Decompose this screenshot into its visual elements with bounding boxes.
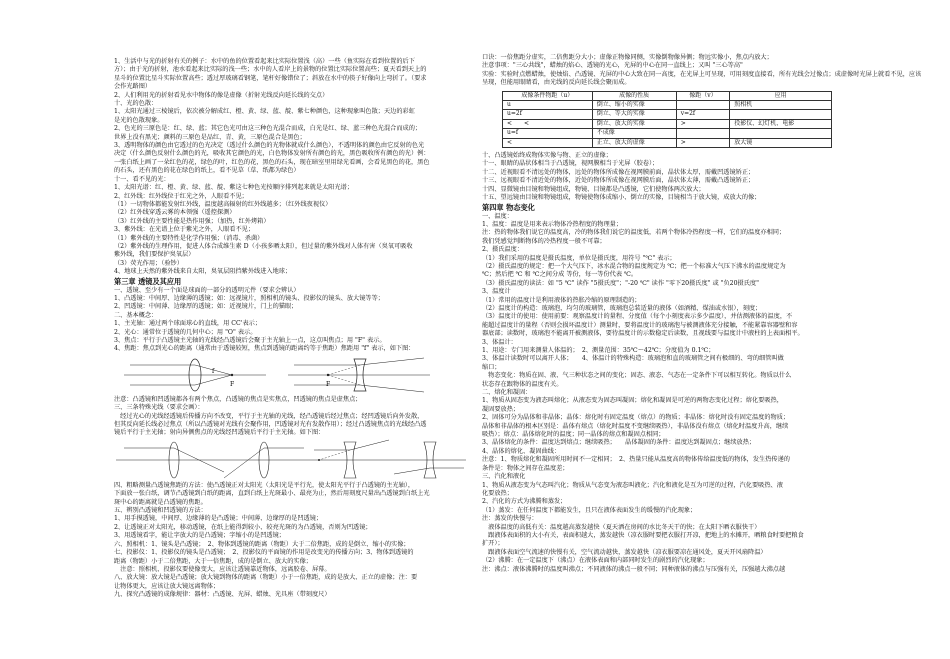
left-text-block-a <box>114 58 474 354</box>
text-line: 2、色光的三原色是：红、绿、蓝；其它色光可由这三种色光混合而成，白光是红、绿、蓝三种色光混合而成的； <box>114 125 422 133</box>
table-cell: 放大镜 <box>730 138 832 147</box>
text-line: 十、光的色散： <box>114 100 158 108</box>
text-line: （1）常用的温度计是利用液体的热胀冷缩的原理制造的； <box>482 296 641 304</box>
table-cell: < < <box>503 119 593 128</box>
text-line: 二、熔化和凝固： <box>482 389 532 397</box>
text-line: （2）摄氏温度的规定：把一个大气压下，冰水混合物的温度规定为 ℃；把一个标准大气压下沸水的温度规定为 <box>482 262 786 270</box>
text-line: 四、粗略测量凸透镜焦距的方法：使凸透镜正对太阳光（太阳光是平行光，使太阳光平行于凸透镜的主光轴）， <box>114 481 415 489</box>
text-line: 3、用透镜看字，能让字放大的是凸透镜；字缩小的是凹透镜； <box>114 532 285 540</box>
text-line: 八、放大镜：放大镜是凸透镜；放大镜到物体的距离（物距）小于一倍焦距，成的是放大、正立的虚像；注：要 <box>114 574 418 582</box>
table-cell: u=f <box>503 129 593 138</box>
table-cell <box>730 110 832 119</box>
text-line: 1、用手摸透镜，中间厚、边缘薄的是凸透镜；中间薄、边缘厚的是凹透镜； <box>114 515 323 523</box>
text-line: ℃；然后把 ℃ 和 ℃之间分成 等份，每一等份代表 ℃。 <box>482 271 638 279</box>
focal-length-label: f <box>212 367 215 375</box>
table-header-row <box>503 91 832 100</box>
table-cell: 正立、放大的虚像 <box>592 138 676 147</box>
text-line: 2、光心：通常位于透镜的几何中心；用 "O" 表示。 <box>114 328 257 336</box>
text-line: （1）蒸发：在任何温度下都能发生，且只在液体表面发生的缓慢的汽化现象； <box>482 506 697 514</box>
table-cell: 不成像 <box>592 129 676 138</box>
table-cell: > <box>676 138 730 147</box>
text-line: 七、投影仪：1、投影仪的镜头是凸透镜； 2、投影仪的平面镜的作用是改变光的传播方向；3、物体到透镜的 <box>114 549 414 557</box>
table-cell <box>676 129 730 138</box>
text-line: （2）紫外线的生理作用，促进人体合成维生素 D（小孩多晒太阳），但过量的紫外线对人体有害（臭氧可吸收 <box>114 242 413 250</box>
text-line: 1、太阳光谱：红、橙、黄、绿、蓝、靛、紫这七种色光按顺序排列起来就是太阳光谱； <box>114 184 354 192</box>
text-line: 世界上没有黑光；颜料的三原色是品红、青、黄，三原色混合是黑色； <box>114 133 306 141</box>
text-line: 1、主光轴：通过两个球面球心的直线，用 CC'表示； <box>114 320 262 328</box>
table-cell: > <box>676 119 730 128</box>
text-line: 1、物质从固态变为液态叫熔化；从液态变为固态叫凝固；熔化和凝固是可逆的两物态变化过程；熔化要吸热， <box>482 397 783 405</box>
right-text-block-c <box>482 203 842 574</box>
text-line: 是光的色散现象。 <box>114 116 164 124</box>
text-line: 注：热的物体我们说它的温度高，冷的物体我们说它的温度低，若两个物体冷热程度一样，它们的温度亦相同； <box>482 229 786 237</box>
text-line: 注意事项："三心共线"，蜡烛的焰心、透镜的光心，光屏的中心在同一直线上；又叫 "三心等高" <box>482 62 743 70</box>
text-line: 缩口； <box>482 363 501 371</box>
text-line: 2、凹透镜：中间薄、边缘厚的透镜；如：近视镜片，门上的猫眼； <box>114 303 298 311</box>
text-line: 紫外线，我们要保护臭氧层） <box>114 251 195 259</box>
text-line: 3、透明物体的颜色由它透过的色光决定（透过什么颜色的光物体就成什么颜色），不透明体的颜色由它反射的色光 <box>114 142 425 150</box>
table-row <box>503 119 832 128</box>
text-line: （3）红外线的主要性能是热作用强；（加热，红外烤箱） <box>114 217 270 225</box>
chapter-title: 第四章 物态变化 <box>482 202 535 212</box>
text-line: （2）沸腾：在一定温度下（沸点）在液体表面和内部同时发生的剧烈的汽化现象； <box>482 557 709 565</box>
text-line: 距离（物距）小于二倍焦距，大于一倍焦距，成的是倒立、放大的实像； <box>114 557 312 565</box>
text-line: 2、固体可分为晶体和非晶体；晶体：熔化时有固定温度（熔点）的物质；非晶体：熔化时没有固定温度的物质； <box>482 414 790 422</box>
table-row <box>503 129 832 138</box>
right-column <box>482 54 922 574</box>
table-cell: u <box>503 101 593 110</box>
text-line: 九、探究凸透镜的成像规律：器材：凸透镜、光屏、蜡烛、光具座（带刻度尺） <box>114 591 331 599</box>
text-line: 吸热）；熔点：晶体熔化时的温度；同一晶体的熔点和凝固点相同； <box>482 431 665 439</box>
text-line: 十五、望远镜由目镜和物镜组成，物镜使物体成缩小、倒立的实像，目镜相当于放大镜，成放大的像； <box>482 194 761 202</box>
text-line: 2、让透镜正对太阳光，移动透镜，在纸上能得到较小、较亮光斑的为凸透镜，否则为凹透镜； <box>114 523 372 531</box>
text-line: 1、物质从液态变为气态叫汽化；物质从气态变为液态叫液化；汽化和液化是互为可逆的过程，汽化要吸热、液 <box>482 481 783 489</box>
text-line: 我们凭感觉判断物体的冷热程度一般不可靠； <box>482 237 606 245</box>
text-line: 4、地球上天然的紫外线来自太阳，臭氧层阻挡紫外线进入地球； <box>114 268 292 276</box>
text-line: 星斗的位置比星斗实际位置高些；透过厚玻璃看钢笔，笔杆好像错位了；斜放在水中的筷子好像向上弯折了。（要求 <box>114 74 427 82</box>
table-cell: 倒立、放大的实像 <box>592 119 676 128</box>
text-line: 下面放一张白纸，调节凸透镜到白纸的距离，直到白纸上光斑最小、最亮为止，然后用刻度尺量出凸透镜到白纸上光 <box>114 490 430 498</box>
special-rays-diagram <box>114 438 469 482</box>
table-cell: v=2f <box>676 110 730 119</box>
text-line: （2）红外线穿透云雾的本领强（遥控探测） <box>114 209 236 217</box>
text-line: 六、照相机：1、镜头是凸透镜； 2、物体到透镜的距离（物距）大于二倍焦距，成的是倒立、缩小的实像； <box>114 540 410 548</box>
text-line: 注：沸点：液体沸腾时的温度叫沸点；不同液体的沸点一般不同；同种液体的沸点与压强有关，压强越大沸点越 <box>482 565 786 573</box>
text-line: 晶体和非晶体的根本区别是：晶体有熔点（熔化时温度不变继续吸热），非晶体没有熔点（熔化时温度升高，继续 <box>482 422 789 430</box>
table-cell: < <box>503 138 593 147</box>
text-line: 五、辨别凸透镜和凹透镜的方法： <box>114 507 207 515</box>
text-line: 器底部；读数时，玻璃泡不能离开被测液体，要待温度计的示数稳定后读数，且视线要与温度计中液柱的上表面相平。 <box>482 330 804 338</box>
text-line: 三、三条特殊光线（要求会画）： <box>114 404 204 412</box>
table-row <box>503 101 832 110</box>
text-line: 3、紫外线：在光谱上位于紫光之外，人眼看不见； <box>114 226 255 234</box>
text-line: 十二、近视眼看不清远处的物体，远处的物体所成像在视网膜前面，晶状体太厚，需戴凹透镜矫正； <box>482 168 755 176</box>
text-line: 2、红外线：红外线位于红光之外，人眼看不见； <box>114 192 248 200</box>
text-line: 二、基本概念： <box>114 311 158 319</box>
text-line: 三、汽化和液化 <box>482 473 526 481</box>
text-line: 会作光路图） <box>114 83 152 91</box>
table-cell: 投影仪、幻灯机、电影 <box>730 119 832 128</box>
text-line: 方）；由于光的折射，池水看起来比实际的浅一些；水中的人看岸上的景物的位置比实际位置高些；夏天看到天上的 <box>114 66 427 74</box>
table-header: 像距（v） <box>676 91 730 100</box>
left-text-block-d <box>114 482 474 600</box>
text-line: 3、体温计读数时可以离开人体； 4、体温计的特殊构造：玻璃泡和直的玻璃管之间有极细的、弯的细管叫做 <box>482 355 784 363</box>
text-line: 一、透镜、至少有一个面是球面的一部分的透明元件（要求会辨认） <box>114 286 300 294</box>
chapter-title: 第三章 透镜及其应用 <box>114 276 182 286</box>
table-row <box>503 138 832 147</box>
text-line: 2、人们利用光的折射看见水中物体的像是虚像（折射光线反向延长线的交点） <box>114 91 329 99</box>
text-line: 化要放热； <box>482 489 513 497</box>
text-line: （1）一切物体都能发射红外线，温度越高辐射的红外线越多；（红外线夜视仪） <box>114 200 332 208</box>
text-line: （1）紫外线的主要特性是化学作用强；（消毒、杀菌） <box>114 234 264 242</box>
lens-imaging-table <box>502 91 832 148</box>
text-line: 但其反向延长线必过焦点（所以凸透镜对光线有会聚作用，凹透镜对光有发散作用）；经过凸透镜焦点的光线经凸透 <box>114 421 427 429</box>
text-line: 注意：1、物质熔化和凝固所用时间不一定相同； 2、热量只能从温度高的物体传给温度低的物体，发生热传递的 <box>482 456 790 464</box>
table-cell: 照相机 <box>730 101 832 110</box>
convex-lens-diagram <box>120 356 270 394</box>
table-header: 成像条件物距（u） <box>503 91 593 100</box>
table-cell: u=2f <box>503 110 593 119</box>
text-line: 2、汽化的方式为沸腾和蒸发； <box>482 498 567 506</box>
text-line: 1、太阳光通过三棱镜后，依次被分解成红、橙、黄、绿、蓝、靛、紫七种颜色，这种现象叫色散；天边的彩虹 <box>114 108 415 116</box>
text-line: 能超过温度计的量程（否则会损坏温度计）测量时，要将温度计的玻璃泡与被测液体充分接触，不能紧靠容器壁和容 <box>482 321 798 329</box>
text-line: 十三、远视眼看不清近处的物体，近处的物体所成像在视网膜后面，晶状体太薄，需戴凸透镜矫正； <box>482 177 755 185</box>
right-text-block-a <box>482 54 922 88</box>
text-line: 跟液体表面积的大小有关，表面积越大，蒸发越快（凉衣服时要把衣服打开凉，把地上的水摊开，晒粮食时要把粮食 <box>482 531 804 539</box>
table-cell: 倒立、缩小的实像 <box>592 101 676 110</box>
text-line: 1、温度：温度是用来表示物体冷热程度的物理量； <box>482 220 623 228</box>
text-line: 物态变化：物质在固、液、气三种状态之间的变化；固态、液态、气态在一定条件下可以相互转化。物质以什么 <box>482 372 792 380</box>
text-line: 凝固要放热； <box>482 405 520 413</box>
text-line: （3）荧光作用；（验钞） <box>114 259 183 267</box>
text-line: 跟液体表面空气流速的快慢有关，空气流动越快，蒸发越快（凉衣服要凉在通风处，夏天开风扇降温） <box>482 548 767 556</box>
text-line: 的石头，还有黑色的花在绿色的纸上，看不见草（草、纸都为绿色） <box>114 167 300 175</box>
table-cell: 倒立、等大的实像 <box>592 110 676 119</box>
text-line: 3、温度计 <box>482 288 511 296</box>
concave-lens-diagram <box>284 356 434 394</box>
text-line: 十一、看不见的光： <box>114 175 170 183</box>
text-line: 斑中心的距离就是凸透镜的焦距。 <box>114 498 207 506</box>
text-line: 3、晶体熔化的条件：温度达到熔点；继续吸热； 晶体凝固的条件：温度达到凝固点；继续放热； <box>482 439 756 447</box>
table-header: 应用 <box>730 91 832 100</box>
text-line: （3）温度计的使用：使用前要：观察温度计的量程、分度值（每个小刻度表示多少温度），并估测液体的温度，不 <box>482 313 793 321</box>
table-cell <box>730 129 832 138</box>
text-line: 1、凸透镜：中间厚、边缘薄的透镜；如：远视镜片，照相机的镜头、投影仪的镜头、放大镜等等； <box>114 294 384 302</box>
text-line: （3）摄氏温度的读法：如 "5 ℃" 读作 "5摄氏度"；"-20 ℃" 读作 "零下20摄氏度" 或 "负20摄氏度" <box>482 279 759 287</box>
text-line: （2）温度计的构造：玻璃泡，均匀的玻璃管，玻璃泡总装适量的液体（如酒精、煤油或水银），刻度； <box>482 304 762 312</box>
text-line: 经过光心的光线经透镜后传播方向不改变，平行于主光轴的光线，经凸透镜后经过焦点；经凹透镜后向外发散， <box>114 412 424 420</box>
text-line: 3、体温计： <box>482 338 517 346</box>
text-line: 4、晶体的熔化、凝固曲线： <box>482 447 561 455</box>
text-line: 决定（什么颜色反射什么颜色的光，吸收其它颜色的光，白色物体发射所有颜色的光，黑色吸收所有颜色的光）例： <box>114 150 430 158</box>
focal-length-figures <box>120 356 474 394</box>
text-line: 十四、显微镜由目镜和物镜组成，物镜、目镜都是凸透镜，它们使物体两次放大； <box>482 185 705 193</box>
table-header: 成像的性质 <box>592 91 676 100</box>
text-line: 1、用途：专门用来测量人体温的； 2、测量范围：35℃～42℃；分度值为 0.1℃； <box>482 347 715 354</box>
text-line: 实验：实验时点燃蜡烛，使烛焰、凸透镜、光屏的中心大致在同一高度，在光屏上可呈现，可用刻度直接看，所有光线会过像点；成虚像时光屏上就看不见，应该 <box>482 70 922 78</box>
focus-label: F <box>230 380 235 388</box>
text-line: （1）我们采用的温度是摄氏温度，单位是摄氏度，用符号 "℃" 表示； <box>482 254 676 262</box>
table-cell <box>676 101 730 110</box>
text-line: 注：蒸发的快慢与： <box>482 515 538 523</box>
text-line: 2、摄氏温度： <box>482 246 524 254</box>
text-line: 状态存在跟物体的温度有关。 <box>482 380 563 388</box>
text-line: 十、凸透镜始终成物体实像与物、正立的虚像； <box>482 152 612 160</box>
text-line: 呈现，但能用眼睛看，由光线的反向延长线会聚而成。 <box>482 79 631 87</box>
right-text-block-b <box>482 152 842 202</box>
text-line: 一、温度： <box>482 212 513 220</box>
text-line: 条件是：物体之间存在温度差； <box>482 464 569 472</box>
text-line: 1、生活中与光的折射有关的例子：水中的鱼的位置看起来比实际位置浅（高）一些（鱼实际在看到位置的后下 <box>114 58 415 65</box>
left-column <box>114 58 474 600</box>
text-line: 3、焦点：平行于凸透镜主光轴的光线经凸透镜后会聚于主光轴上一点，这点叫焦点；用 "F" 表示。 <box>114 337 386 344</box>
table-row <box>503 110 832 119</box>
text-line: 一张白纸上画了一朵红色的花，绿色的叶，红色的花，黑色的石头，现在暗室里用绿光看画，会看见黑色的花，黑色 <box>114 158 430 166</box>
text-line: 扩开）； <box>482 540 504 548</box>
text-line: 口诀：一倍焦距分虚实，二倍焦距分大小；虚像正物像同侧，实像倒物像异侧；物远实像小，焦点内放大； <box>482 54 773 61</box>
text-line: 液体温度的高低有关：温度越高蒸发越快（夏天洒在房间的水比冬天干的快；在太阳下晒衣服快干） <box>482 523 761 531</box>
text-line: 让物体更大，应该让放大镜远离物体； <box>114 582 220 590</box>
text-line: 4、焦距：焦点到光心的距离（通常由于透镜较短，焦点到透镜的距离约等于焦距）焦距用 "f" 表示，如下图： <box>114 345 415 353</box>
lens-note: 注意：凸透镜和凹透镜都各有两个焦点，凸透镜的焦点是实焦点，凹透镜的焦点是虚焦点； <box>114 395 362 403</box>
text-line: 十一、眼睛的晶状体相当于凸透镜，视网膜相当于光屏（胶卷）； <box>482 160 659 168</box>
text-line: 注意：照相机、投影仪要使像变大，应该让透镜靠近物体，远离胶卷、屏幕。 <box>114 565 331 573</box>
text-line: 镜后平行于主光轴；射向异侧焦点的光线经凹透镜后平行于主光轴。如下图： <box>114 429 325 437</box>
left-text-block-c <box>114 404 474 438</box>
virtual-focus-label: F <box>326 380 331 388</box>
